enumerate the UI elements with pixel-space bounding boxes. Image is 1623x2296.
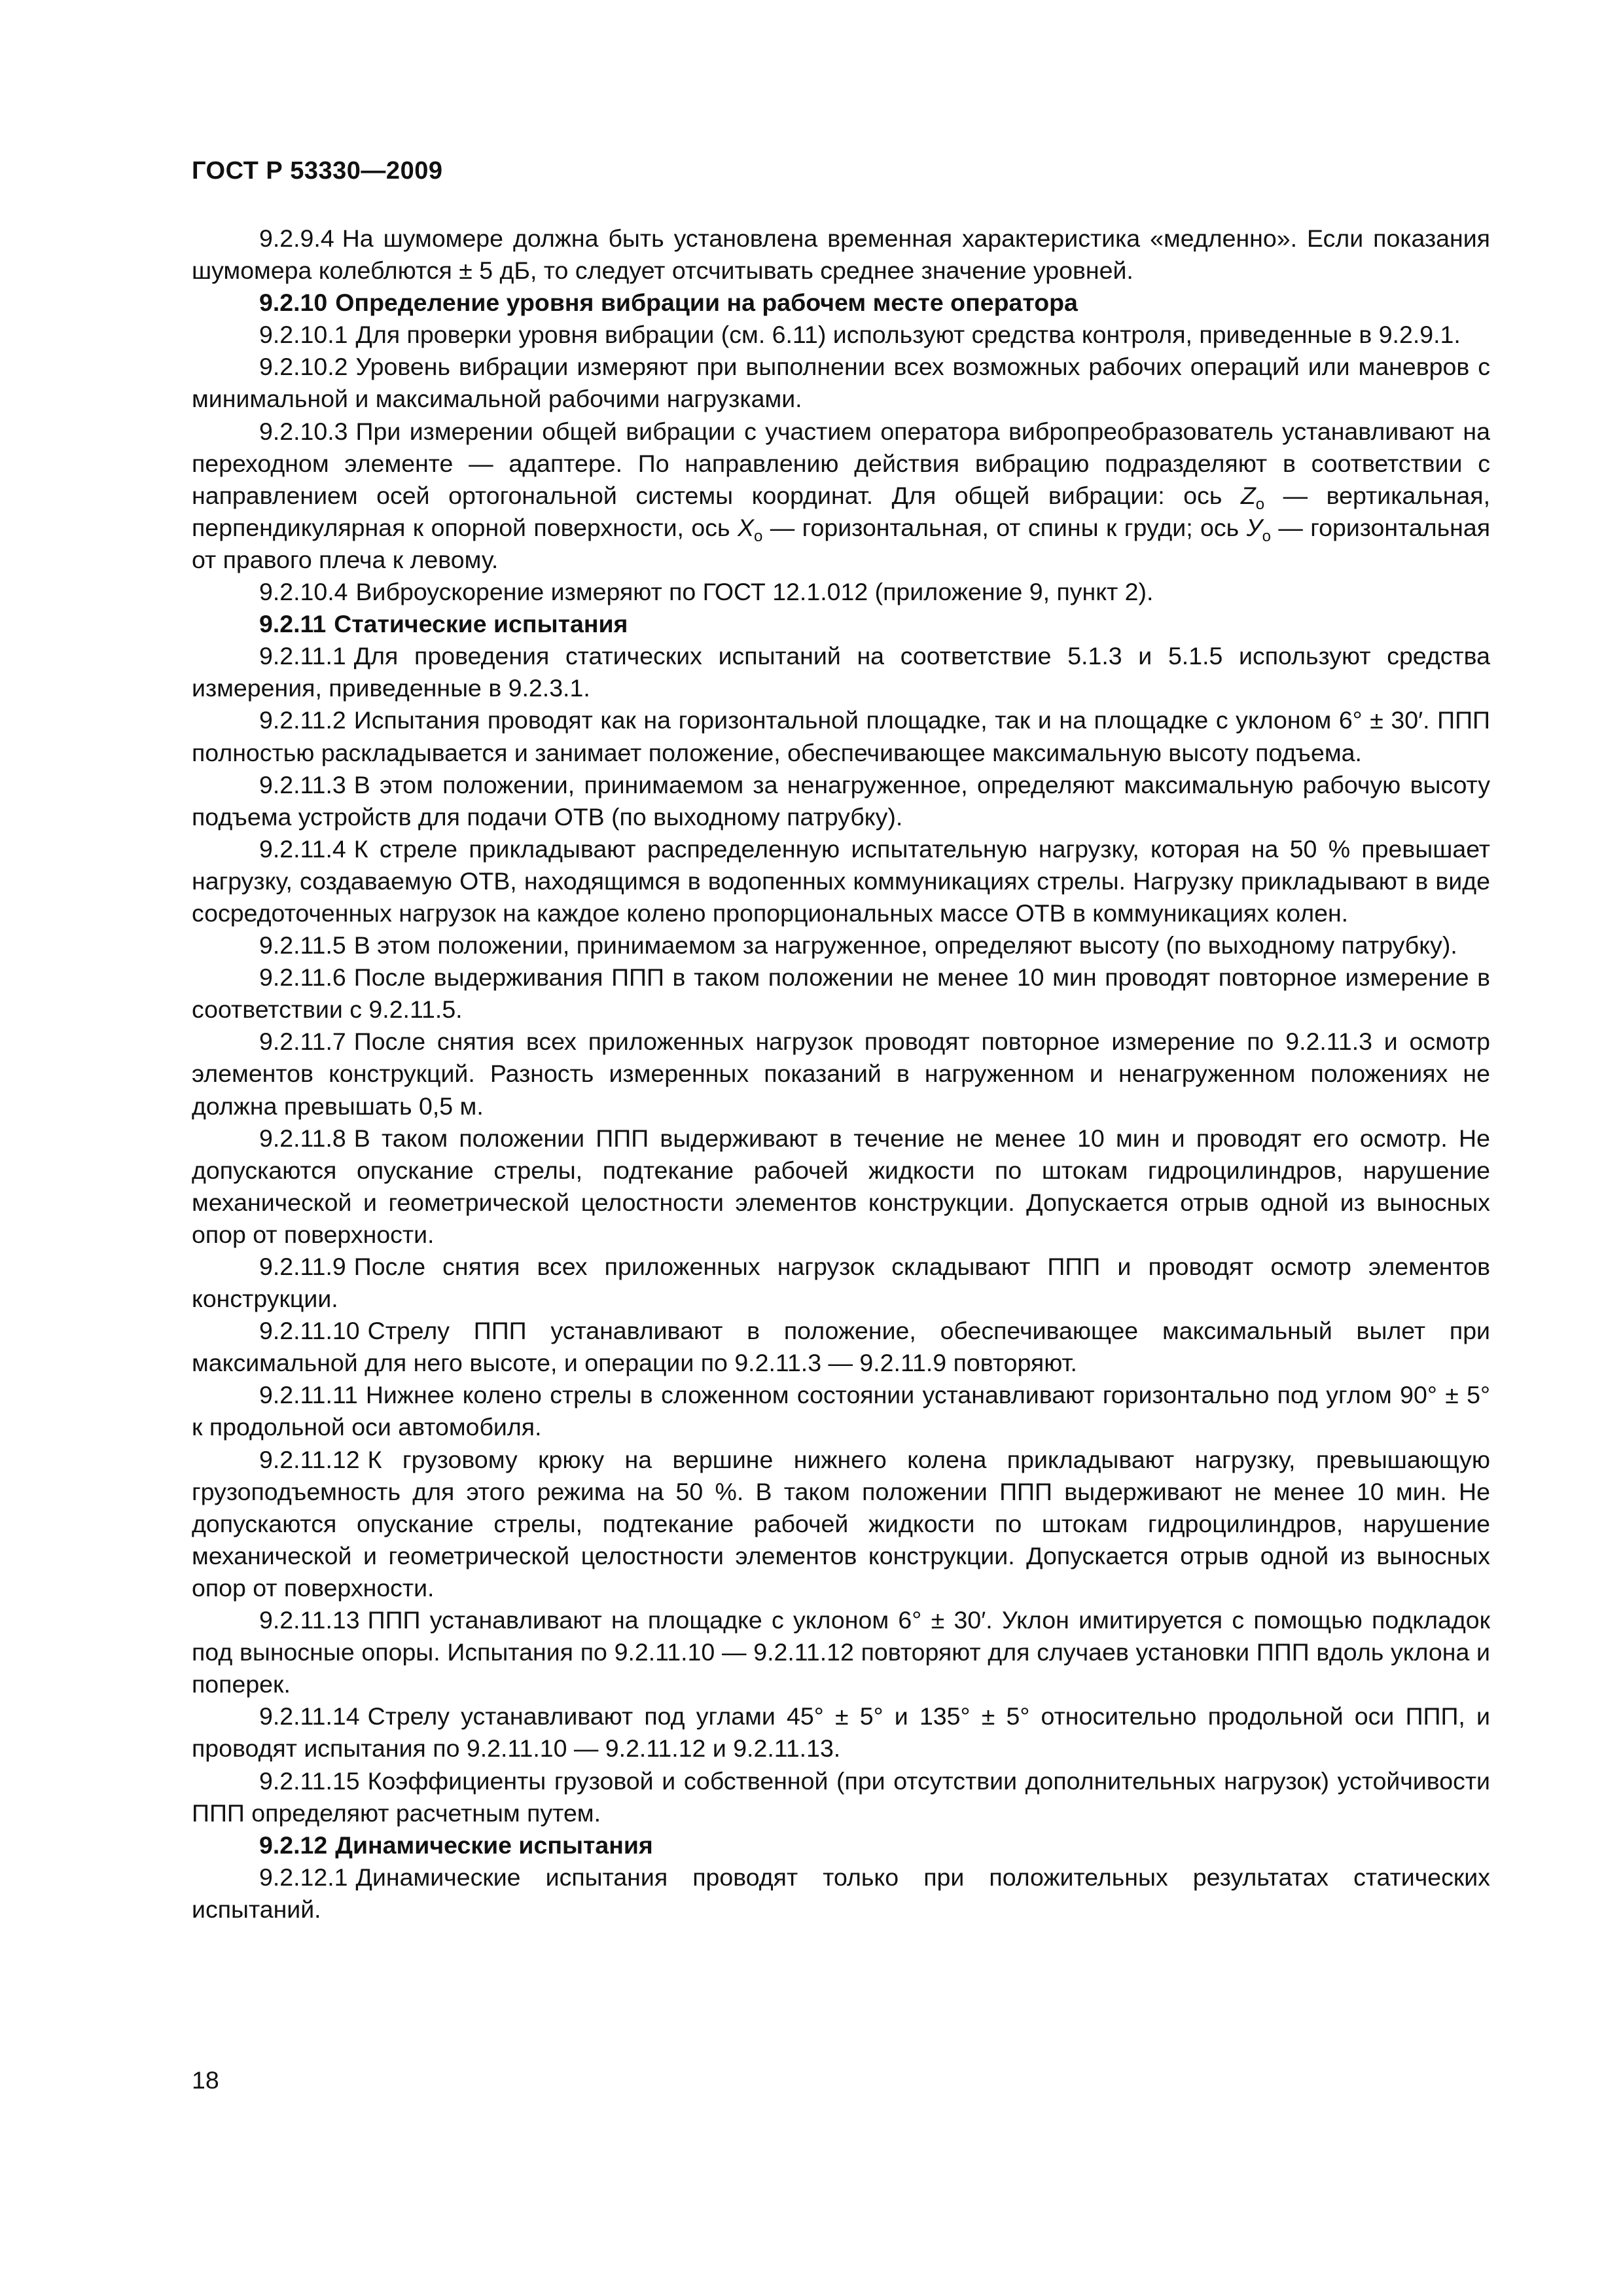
clause-number: 9.2.10.4 xyxy=(259,578,348,606)
clause-text: При измерении общей вибрации с участием оператора вибропреобразователь устанавливают на переходном элементе — адаптере. По направлению действия вибрацию подразделяют в соответствии с направлением осей ортогональной системы координат. Для общей вибрации: ось xyxy=(192,417,1490,509)
paragraph-9-2-11-10 xyxy=(192,1315,1490,1379)
clause-number: 9.2.10 xyxy=(259,289,328,317)
clause-text: Уровень вибрации измеряют при выполнении всех возможных рабочих операций или маневров с минимальной и максимальной рабочими нагрузками. xyxy=(192,353,1490,413)
paragraph-9-2-10-3 xyxy=(192,416,1490,576)
standard-header: ГОСТ Р 53330—2009 xyxy=(192,157,443,185)
axis-z-subscript: о xyxy=(1255,495,1265,513)
clause-text: — горизонтальная от правого плеча к левому. xyxy=(192,513,1491,573)
clause-text: На шумомере должна быть установлена временная характеристика «медленно». Если показания шумомера колеблются ± 5 дБ, то следует отсчитывать среднее значение уровней. xyxy=(192,224,1490,285)
paragraph-9-2-11-15 xyxy=(192,1765,1490,1829)
clause-text: В этом положении, принимаемом за ненагруженное, определяют максимальную рабочую высоту подъема устройств для подачи ОТВ (по выходному патрубку). xyxy=(192,770,1490,831)
paragraph-9-2-9-4 xyxy=(192,223,1490,287)
clause-number: 9.2.11.5 xyxy=(259,931,346,960)
clause-text: В таком положении ППП выдерживают в течение не менее 10 мин и проводят его осмотр. Не допускаются опускание стрелы, подтекание рабочей жидкости по штокам гидроцилиндров, нарушение механической и геометрической целостности элементов конструкции. Допускается отрыв одной из выносных опор от поверхности. xyxy=(192,1124,1490,1248)
axis-z-symbol: Z xyxy=(1240,481,1256,509)
clause-text: Стрелу ППП устанавливают в положение, обеспечивающее максимальный вылет при максимальной для него высоте, и операции по 9.2.11.3 — 9.2.11.9 повторяют. xyxy=(192,1317,1490,1377)
clause-text: Для проведения статических испытаний на соответствие 5.1.3 и 5.1.5 используют средства измерения, приведенные в 9.2.3.1. xyxy=(192,642,1490,702)
clause-text: После выдерживания ППП в таком положении не менее 10 мин проводят повторное измерение в соответствии с 9.2.11.5. xyxy=(192,963,1490,1024)
clause-text: Для проверки уровня вибрации (см. 6.11) используют средства контроля, приведенные в 9.2.9.1. xyxy=(355,321,1461,349)
paragraph-9-2-11-9 xyxy=(192,1251,1490,1315)
heading-text: Определение уровня вибрации на рабочем месте оператора xyxy=(335,289,1078,317)
clause-number: 9.2.11.4 xyxy=(259,834,346,863)
axis-y-subscript: о xyxy=(1262,527,1271,545)
clause-text: Динамические испытания проводят только при положительных результатах статических испытаний. xyxy=(192,1863,1490,1923)
axis-x-symbol: X xyxy=(737,513,754,541)
clause-number: 9.2.11.3 xyxy=(259,770,346,798)
clause-number: 9.2.10.3 xyxy=(259,417,348,445)
paragraph-9-2-11-3 xyxy=(192,769,1490,833)
clause-text: В этом положении, принимаемом за нагруженное, определяют высоту (по выходному патрубку). xyxy=(353,931,1457,960)
clause-number: 9.2.11.14 xyxy=(259,1702,360,1731)
clause-number: 9.2.11.12 xyxy=(259,1445,360,1473)
clause-text: — горизонтальная, от спины к груди; ось xyxy=(770,513,1240,541)
heading-text: Динамические испытания xyxy=(335,1831,653,1859)
paragraph-9-2-11-7 xyxy=(192,1026,1490,1122)
paragraph-9-2-12-1 xyxy=(192,1861,1490,1926)
heading-text: Статические испытания xyxy=(334,610,628,638)
clause-text: Стрелу устанавливают под углами 45° ± 5° и 135° ± 5° относительно продольной оси ППП, и проводят испытания по 9.2.11.10 — 9.2.11.12 и 9.2.11.13. xyxy=(192,1702,1490,1763)
clause-number: 9.2.11.7 xyxy=(259,1028,346,1056)
paragraph-9-2-10-4 xyxy=(192,576,1490,608)
clause-text: Нижнее колено стрелы в сложенном состоянии устанавливают горизонтально под углом 90° ± 5° к продольной оси автомобиля. xyxy=(192,1381,1490,1441)
paragraph-9-2-11-8 xyxy=(192,1122,1490,1251)
clause-text: Испытания проводят как на горизонтальной площадке, так и на площадке с уклоном 6° ± 30′. ППП полностью раскладывается и занимает положение, обеспечивающее максимальную высоту подъема. xyxy=(192,706,1490,766)
document-body xyxy=(192,223,1490,1926)
page-number: 18 xyxy=(192,2066,219,2094)
paragraph-9-2-10-2 xyxy=(192,351,1490,415)
clause-number: 9.2.9.4 xyxy=(259,224,334,252)
clause-number: 9.2.11.1 xyxy=(259,642,346,670)
clause-number: 9.2.11.11 xyxy=(259,1381,358,1409)
paragraph-9-2-11-1 xyxy=(192,640,1490,704)
clause-number: 9.2.10.1 xyxy=(259,321,348,349)
clause-number: 9.2.11 xyxy=(259,610,327,638)
clause-text: К грузовому крюку на вершине нижнего колена прикладывают нагрузку, превышающую грузоподъемность для этого режима на 50 %. В таком положении ППП выдерживают не менее 10 мин. Не допускаются опускание стрелы, подтекание рабочей жидкости по штокам гидроцилиндров, нарушение механической и геометрической целостности элементов конструкции. Допускается отрыв одной из выносных опор от поверхности. xyxy=(192,1445,1490,1602)
paragraph-9-2-11-12 xyxy=(192,1444,1490,1604)
paragraph-9-2-11-11 xyxy=(192,1379,1490,1443)
clause-number: 9.2.11.8 xyxy=(259,1124,346,1152)
section-heading-9-2-12 xyxy=(192,1829,1490,1861)
clause-number: 9.2.12 xyxy=(259,1831,328,1859)
clause-number: 9.2.12.1 xyxy=(259,1863,348,1891)
paragraph-9-2-11-4 xyxy=(192,833,1490,929)
paragraph-9-2-10-1 xyxy=(192,319,1490,351)
clause-number: 9.2.11.15 xyxy=(259,1767,360,1795)
clause-text: Коэффициенты грузовой и собственной (при отсутствии дополнительных нагрузок) устойчивости ППП определяют расчетным путем. xyxy=(192,1767,1490,1827)
paragraph-9-2-11-2 xyxy=(192,704,1490,768)
clause-text: ППП устанавливают на площадке с уклоном 6° ± 30′. Уклон имитируется с помощью подкладок под выносные опоры. Испытания по 9.2.11.10 — 9.2.11.12 повторяют для случаев установки ППП вдоль уклона и поперек. xyxy=(192,1606,1490,1698)
clause-text: Виброускорение измеряют по ГОСТ 12.1.012 (приложение 9, пункт 2). xyxy=(355,578,1154,606)
clause-number: 9.2.11.2 xyxy=(259,706,346,734)
clause-text: После снятия всех приложенных нагрузок проводят повторное измерение по 9.2.11.3 и осмотр элементов конструкций. Разность измеренных показаний в нагруженном и ненагруженном положениях не должна превышать 0,5 м. xyxy=(192,1028,1490,1120)
clause-number: 9.2.11.10 xyxy=(259,1317,360,1345)
axis-y-symbol: У xyxy=(1246,513,1262,541)
paragraph-9-2-11-5 xyxy=(192,929,1490,961)
clause-number: 9.2.10.2 xyxy=(259,353,348,381)
clause-number: 9.2.11.9 xyxy=(259,1253,346,1280)
paragraph-9-2-11-6 xyxy=(192,961,1490,1026)
clause-number: 9.2.11.6 xyxy=(259,963,346,992)
axis-x-subscript: о xyxy=(753,527,763,545)
clause-number: 9.2.11.13 xyxy=(259,1606,360,1634)
clause-text: — вертикальная, перпендикулярная к опорной поверхности, ось xyxy=(192,481,1490,541)
paragraph-9-2-11-13 xyxy=(192,1604,1490,1700)
clause-text: К стреле прикладывают распределенную испытательную нагрузку, которая на 50 % превышает нагрузку, создаваемую ОТВ, находящимся в водопенных коммуникациях стрелы. Нагрузку прикладывают в виде сосредоточенных нагрузок на каждое колено пропорциональных массе ОТВ в коммуникациях колен. xyxy=(192,834,1490,927)
section-heading-9-2-10 xyxy=(192,287,1490,319)
paragraph-9-2-11-14 xyxy=(192,1700,1490,1765)
clause-text: После снятия всех приложенных нагрузок складывают ППП и проводят осмотр элементов конструкции. xyxy=(192,1253,1490,1313)
section-heading-9-2-11 xyxy=(192,608,1490,640)
